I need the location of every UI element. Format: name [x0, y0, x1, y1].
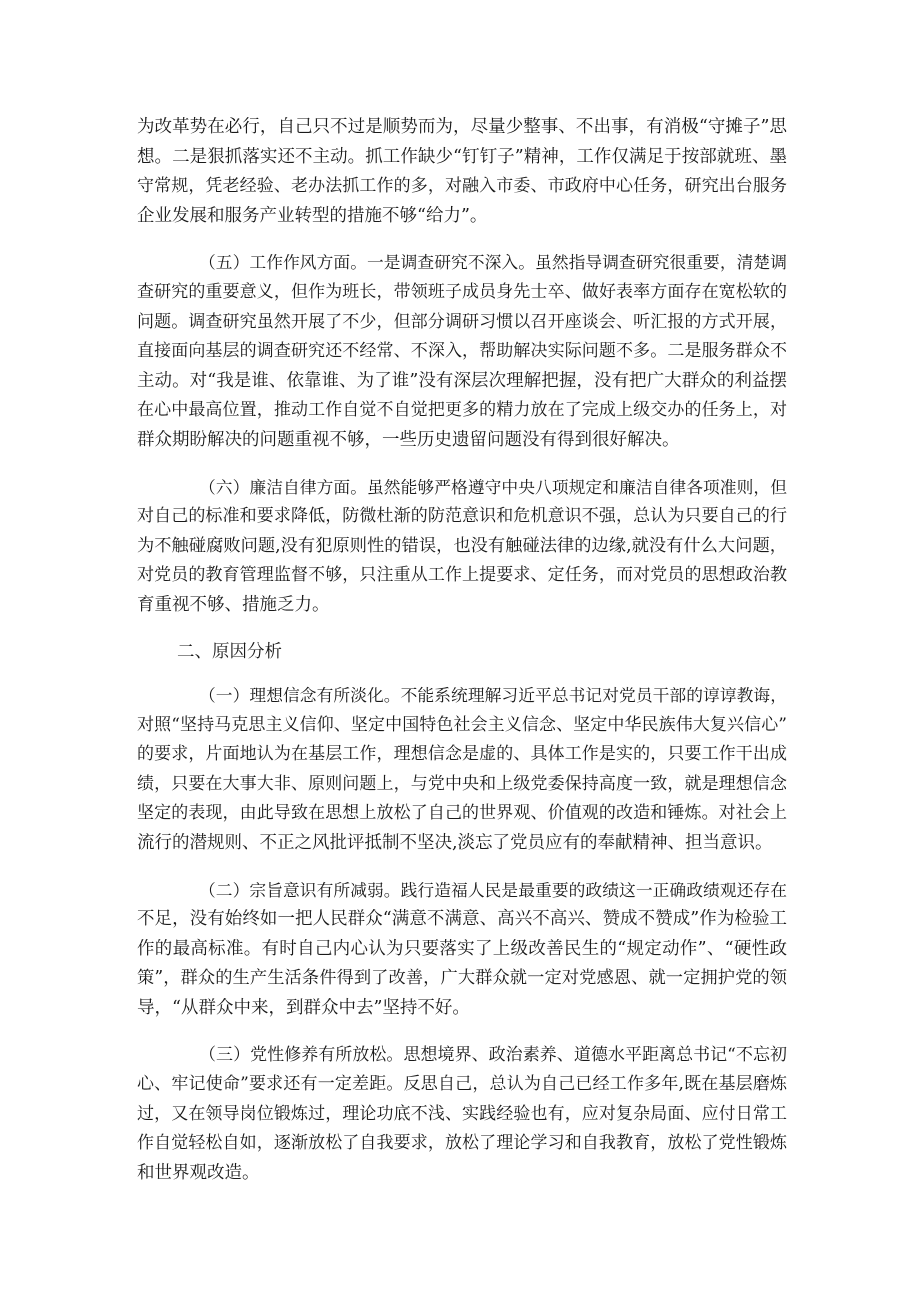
text-line: 策”，群众的生产生活条件得到了改善，广大群众就一定对党感恩、就一定拥护党的领: [137, 968, 787, 989]
text-line: 直接面向基层的调查研究还不经常、不深入，帮助解决实际问题不多。二是服务群众不: [137, 341, 787, 362]
paragraph-work-style: [137, 248, 787, 455]
text-line: 为不触碰腐败问题,没有犯原则性的错误，也没有触碰法律的边缘,就没有什么大问题，: [137, 535, 787, 556]
text-line: 为改革势在必行，自己只不过是顺势而为，尽量少整事、不出事，有消极“守摊子”思: [137, 117, 787, 137]
text-line: （六）廉洁自律方面。虽然能够严格遵守中央八项规定和廉洁自律各项准则，但: [199, 476, 787, 497]
text-line: （一）理想信念有所淡化。不能系统理解习近平总书记对党员干部的谆谆教诲，: [199, 685, 787, 706]
text-line: 在心中最高位置，推动工作自觉不自觉把更多的精力放在了完成上级交办的任务上，对: [137, 400, 787, 421]
text-line: 主动。对“我是谁、依靠谁、为了谁”没有深层次理解把握，没有把广大群众的利益摆: [137, 370, 787, 391]
paragraph-ideals: [137, 681, 787, 859]
text-line: 作的最高标准。有时自己内心认为只要落实了上级改善民生的“规定动作”、“硬性政: [137, 938, 787, 959]
text-line: 导，“从群众中来，到群众中去”坚持不好。: [137, 998, 470, 1019]
section-heading-text: 二、原因分析: [177, 641, 282, 662]
paragraph-party-spirit: [137, 1041, 787, 1189]
text-line: （五）工作作风方面。一是调查研究不深入。虽然指导调查研究很重要，清楚调: [199, 252, 787, 273]
text-line: 企业发展和服务产业转型的措施不够“给力”。: [137, 205, 488, 226]
text-line: 守常规，凭老经验、老办法抓工作的多，对融入市委、市政府中心任务，研究出台服务: [137, 176, 787, 197]
text-line: 不足，没有始终如一把人民群众“满意不满意、高兴不高兴、赞成不赞成”作为检验工: [137, 909, 787, 930]
text-line: 对自己的标准和要求降低，防微杜渐的防范意识和危机意识不强，总认为只要自己的行: [137, 506, 787, 527]
document-body: [137, 113, 787, 1206]
text-line: 问题。调查研究虽然开展了不少，但部分调研习惯以召开座谈会、听汇报的方式开展，: [137, 311, 787, 332]
section-heading: [137, 638, 787, 668]
text-line: 心、牢记使命”要求还有一定差距。反思自己，总认为自己已经工作多年,既在基层磨炼: [137, 1074, 787, 1095]
text-line: 作自觉轻松自如，逐渐放松了自我要求，放松了理论学习和自我教育，放松了党性锻炼: [137, 1133, 787, 1154]
text-line: 对党员的教育管理监督不够，只注重从工作上提要求、定任务，而对党员的思想政治教: [137, 565, 787, 586]
paragraph-continuation: [137, 113, 787, 231]
paragraph-integrity: [137, 473, 787, 621]
text-line: （二）宗旨意识有所减弱。践行造福人民是最重要的政绩这一正确政绩观还存在: [199, 879, 787, 900]
text-line: 过，又在领导岗位锻炼过，理论功底不浅、实践经验也有，应对复杂局面、应付日常工: [137, 1103, 787, 1124]
text-line: 对照“坚持马克思主义信仰、坚定中国特色社会主义信念、坚定中华民族伟大复兴信心”: [137, 714, 787, 735]
text-line: 绩，只要在大事大非、原则问题上，与党中央和上级党委保持高度一致，就是理想信念: [137, 773, 787, 794]
text-line: 想。二是狠抓落实还不主动。抓工作缺少“钉钉子”精神，工作仅满足于按部就班、墨: [137, 146, 787, 167]
text-line: 坚定的表现，由此导致在思想上放松了自己的世界观、价值观的改造和锤炼。对社会上: [137, 803, 787, 824]
text-line: 群众期盼解决的问题重视不够，一些历史遗留问题没有得到很好解决。: [137, 429, 680, 450]
text-line: 查研究的重要意义，但作为班长，带领班子成员身先士卒、做好表率方面存在宽松软的: [137, 281, 787, 302]
text-line: 和世界观改造。: [137, 1163, 260, 1183]
text-line: 的要求，片面地认为在基层工作，理想信念是虚的、具体工作是实的，只要工作干出成: [137, 744, 787, 765]
text-line: （三）党性修养有所放松。思想境界、政治素养、道德水平距离总书记“不忘初: [199, 1044, 787, 1065]
paragraph-purpose: [137, 876, 787, 1024]
text-line: 流行的潜规则、不正之风批评抵制不坚决,淡忘了党员应有的奉献精神、担当意识。: [137, 833, 773, 854]
text-line: 育重视不够、措施乏力。: [137, 594, 330, 615]
